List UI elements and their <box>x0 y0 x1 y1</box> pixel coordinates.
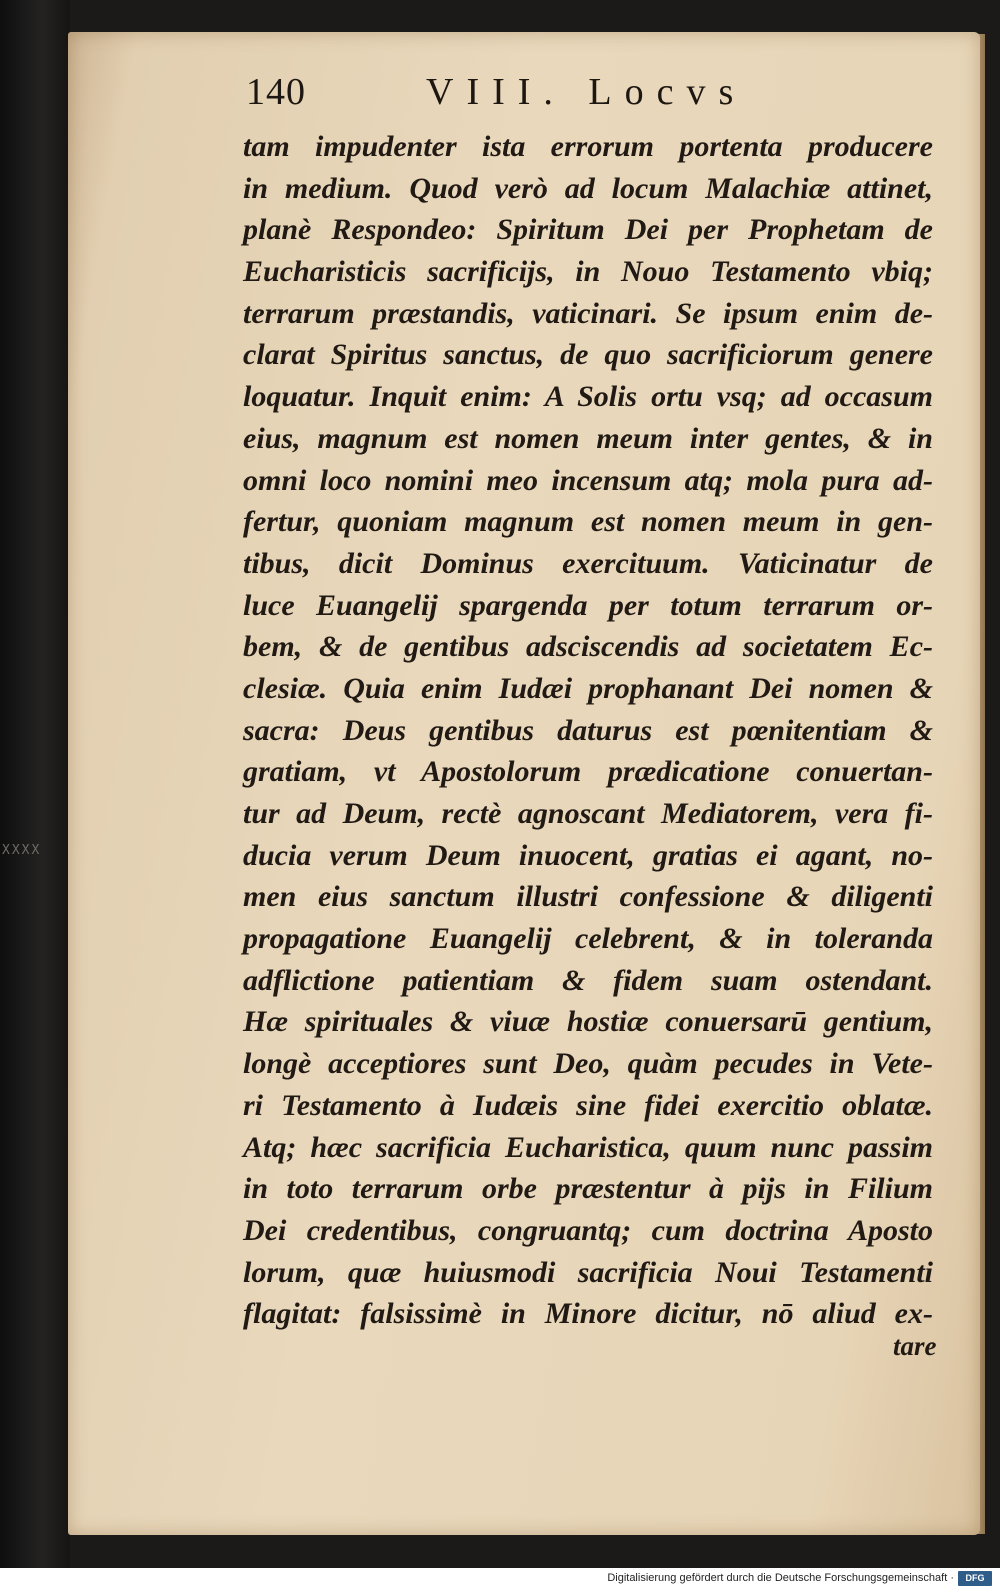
text-line: planè Respondeo: Spiritum Dei per Prophetam de <box>243 213 933 247</box>
text-line: ducia verum Deum inuocent, gratias ei agant, no- <box>243 838 933 872</box>
text-line: adflictione patientiam & fidem suam ostendant. <box>243 963 933 997</box>
text-line: terrarum præstandis, vaticinari. Se ipsum enim de- <box>243 296 933 330</box>
digitization-footer <box>0 1568 1000 1590</box>
text-line: tam impudenter ista errorum portenta producere <box>243 130 933 163</box>
text-line: in medium. Quod verò ad locum Malachiæ attinet, <box>243 171 933 205</box>
text-line: gratiam, vt Apostolorum prædicatione conuertan- <box>243 755 933 789</box>
text-line: loquatur. Inquit enim: A Solis ortu vsq; ad occasum <box>243 380 933 414</box>
book-binding <box>0 0 70 1568</box>
body-text <box>243 126 933 1335</box>
text-line: ri Testamento à Iudæis sine fidei exercitio oblatæ. <box>243 1088 933 1122</box>
text-line: Eucharisticis sacrificijs, in Nouo Testamento vbiq; <box>243 255 933 289</box>
page-number: 140 <box>246 71 306 113</box>
text-line: longè acceptiores sunt Deo, quàm pecudes in Vete- <box>243 1047 933 1081</box>
page-header <box>246 70 766 120</box>
text-line: bem, & de gentibus adsciscendis ad societatem Ec- <box>243 630 933 664</box>
text-line: lorum, quæ huiusmodi sacrificia Noui Testamenti <box>243 1255 933 1289</box>
text-line: sacra: Deus gentibus daturus est pœnitentiam & <box>243 713 933 747</box>
text-line: fertur, quoniam magnum est nomen meum in gen- <box>243 505 933 539</box>
text-line: Atq; hæc sacrificia Eucharistica, quum nunc passim <box>243 1130 933 1164</box>
text-line: eius, magnum est nomen meum inter gentes, & in <box>243 421 933 455</box>
text-line: Hæ spirituales & viuæ hostiæ conuersarū gentium, <box>243 1005 933 1039</box>
text-line: in toto terrarum orbe præstentur à pijs in Filium <box>243 1172 933 1206</box>
text-line: tibus, dicit Dominus exercituum. Vaticinatur de <box>243 546 933 580</box>
text-line: tur ad Deum, rectè agnoscant Mediatorem, vera fi- <box>243 797 933 830</box>
text-line: flagitat: falsissimè in Minore dicitur, nō aliud ex- <box>243 1297 933 1331</box>
text-line: clesiæ. Quia enim Iudæi prophanant Dei nomen & <box>243 671 933 705</box>
dfg-logo: DFG <box>958 1571 992 1586</box>
text-line: clarat Spiritus sanctus, de quo sacrificiorum genere <box>243 338 933 372</box>
catchword: tare <box>893 1331 937 1361</box>
footer-credit: Digitalisierung gefördert durch die Deutsche Forschungsgemeinschaft · <box>607 1572 954 1584</box>
running-head: VIII. Locvs <box>426 71 747 113</box>
text-line: omni loco nomini meo incensum atq; mola pura ad- <box>243 463 933 497</box>
text-line: luce Euangelij spargenda per totum terrarum or- <box>243 588 933 622</box>
text-line: Dei credentibus, congruantq; cum doctrina Aposto <box>243 1213 933 1247</box>
text-line: men eius sanctum illustri confessione & diligenti <box>243 880 933 914</box>
text-line: propagatione Euangelij celebrent, & in toleranda <box>243 922 933 956</box>
binding-marks: XXXX <box>2 843 42 858</box>
